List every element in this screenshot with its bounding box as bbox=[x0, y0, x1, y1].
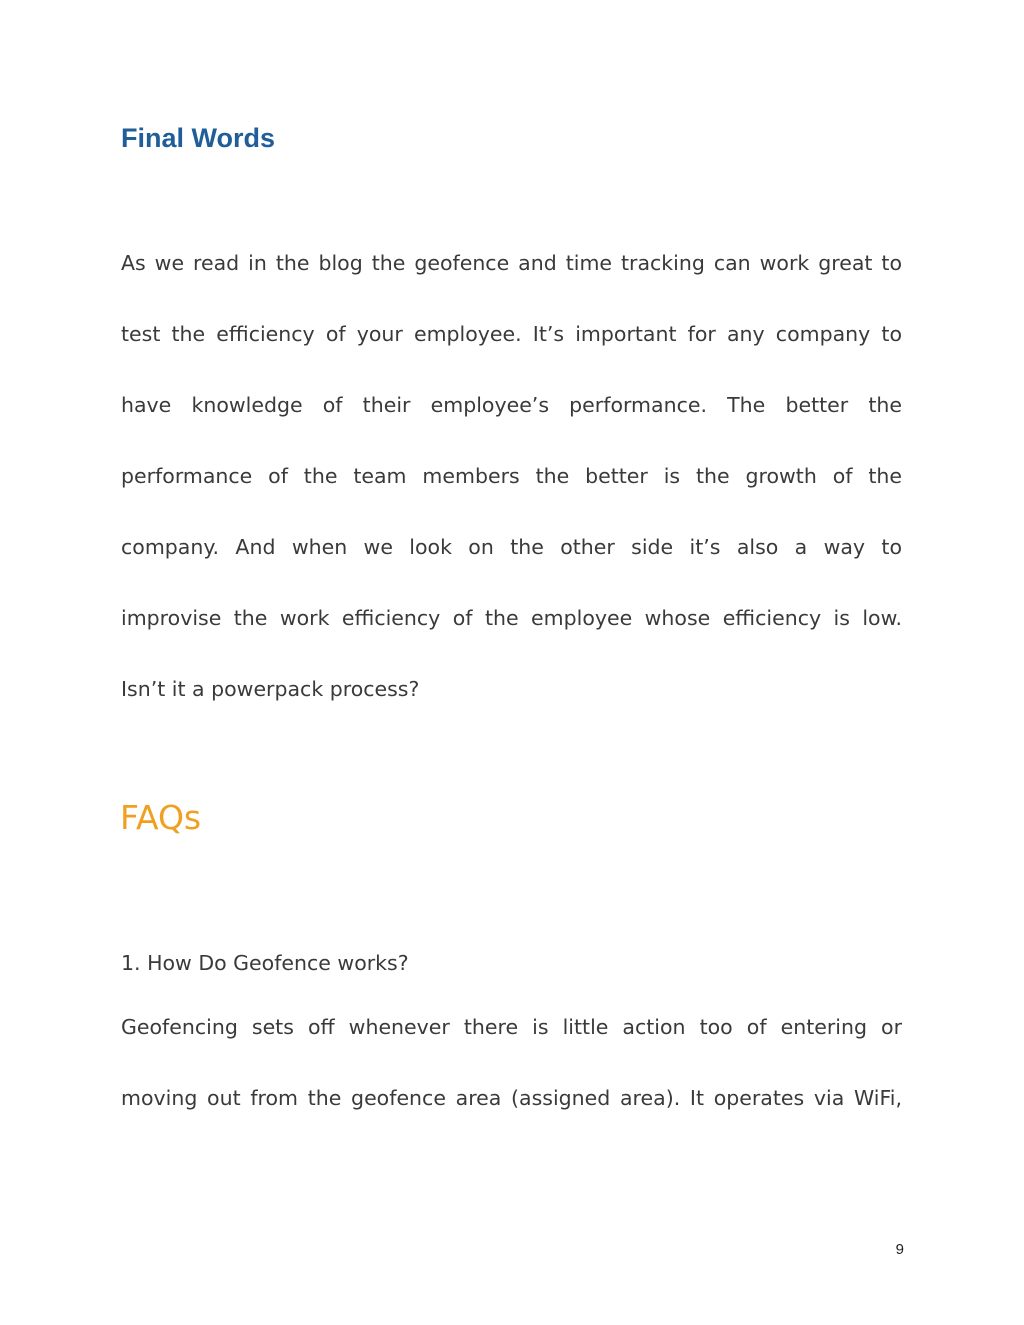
final-words-paragraph bbox=[121, 245, 902, 742]
paragraph-line: performance of the team members the better is the growth of the bbox=[121, 464, 902, 488]
faq-question-1: 1. How Do Geofence works? bbox=[121, 951, 409, 975]
paragraph-line: company. And when we look on the other side it’s also a way to bbox=[121, 535, 902, 559]
faqs-heading: FAQs bbox=[120, 798, 202, 837]
paragraph-line: improvise the work efficiency of the employee whose efficiency is low. bbox=[121, 606, 902, 630]
paragraph-line: test the efficiency of your employee. It’s important for any company to bbox=[121, 322, 902, 346]
paragraph-line: As we read in the blog the geofence and time tracking can work great to bbox=[121, 251, 902, 275]
paragraph-line: moving out from the geofence area (assigned area). It operates via WiFi, bbox=[121, 1086, 902, 1110]
page-number: 9 bbox=[895, 1241, 904, 1258]
paragraph-line: have knowledge of their employee’s performance. The better the bbox=[121, 393, 902, 417]
paragraph-line: Isn’t it a powerpack process? bbox=[121, 677, 420, 701]
faq-answer-1 bbox=[121, 1009, 902, 1151]
final-words-heading: Final Words bbox=[121, 123, 276, 153]
paragraph-line: Geofencing sets off whenever there is little action too of entering or bbox=[121, 1015, 902, 1039]
